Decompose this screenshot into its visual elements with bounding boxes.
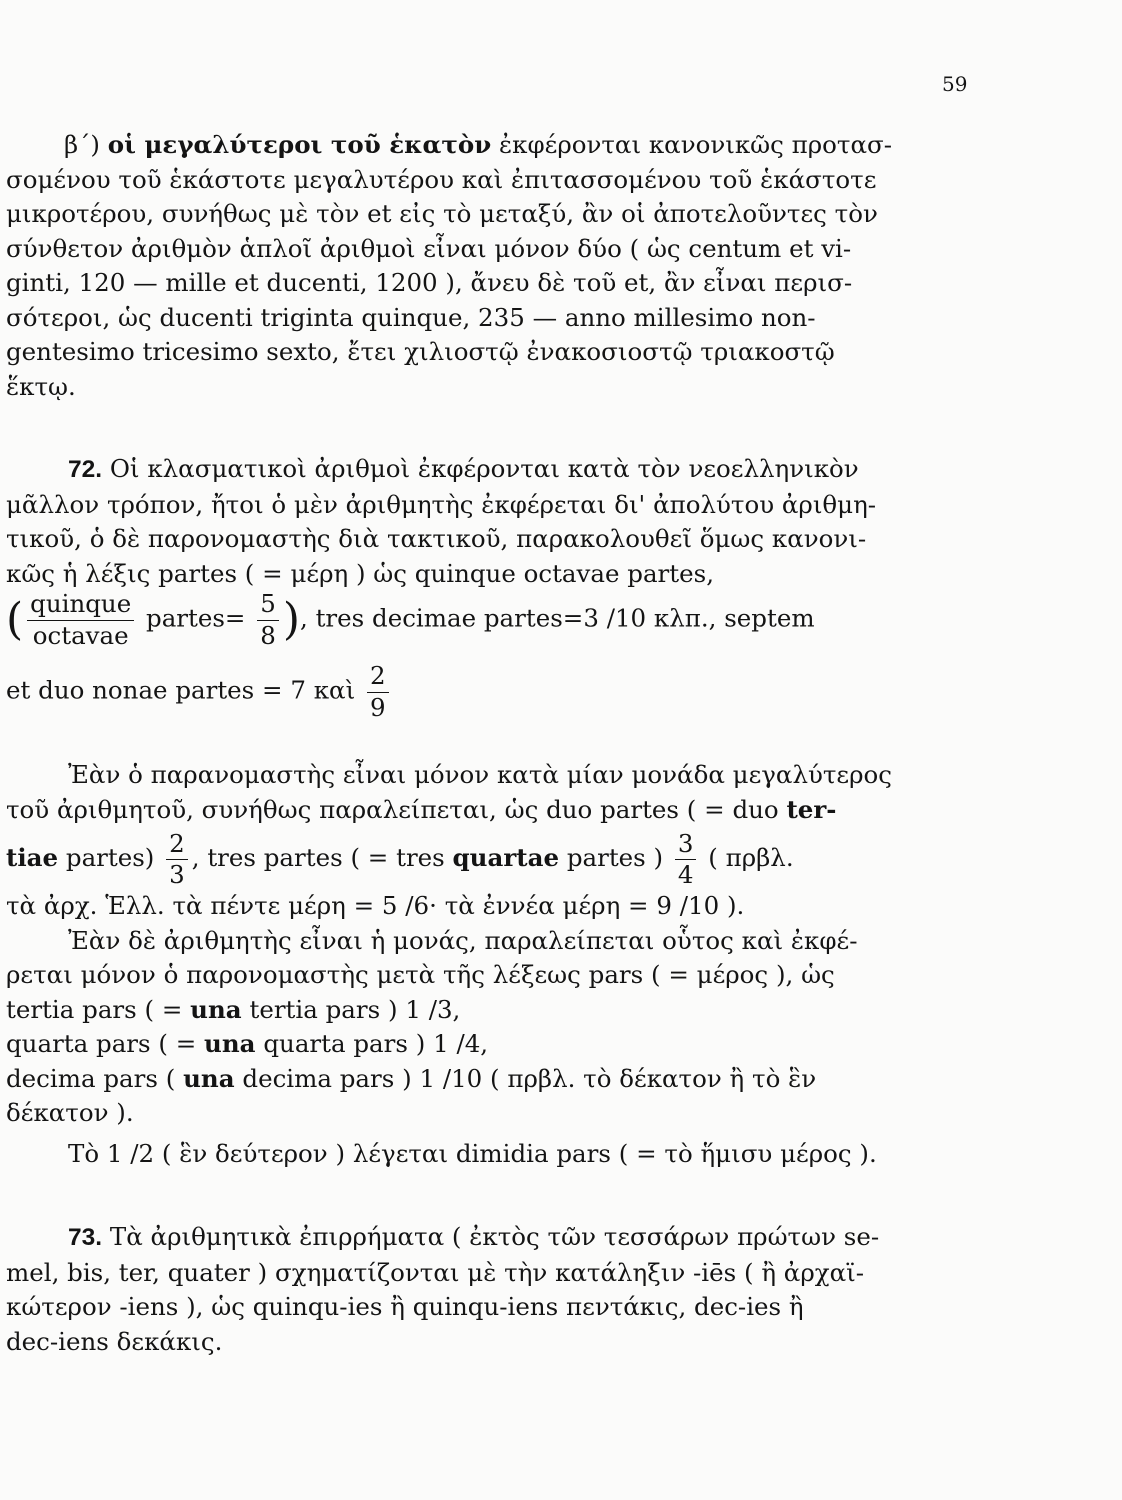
- text-line: mel, bis, ter, quater ) σχηματίζονται μὲ τὴν κατάληξιν -iēs ( ἢ ἀρχαϊ-: [6, 1257, 865, 1287]
- fraction-denominator: 9: [370, 692, 386, 722]
- fraction-example-line: [6, 589, 956, 650]
- text-line: Τὸ 1 /2 ( ἓν δεύτερον ) λέγεται dimidia pars ( = τὸ ἥμισυ μέρος ).: [68, 1138, 877, 1168]
- fraction-5-8: [257, 589, 279, 650]
- fraction-numerator: 5: [257, 592, 279, 621]
- text-line: quarta pars ) 1 /4,: [255, 1029, 489, 1058]
- word-fraction: [27, 589, 134, 650]
- text-line: τικοῦ, ὁ δὲ παρονομαστὴς διὰ τακτικοῦ, παρακολουθεῖ ὅμως κανονι-: [6, 524, 867, 553]
- open-paren: (: [6, 594, 24, 645]
- text-line: κῶς ἡ λέξις partes ( = μέρη ) ὡς quinque octavae partes,: [6, 558, 714, 588]
- text-line: τὰ ἀρχ. Ἑλλ. τὰ πέντε μέρη = 5 /6· τὰ ἐννέα μέρη = 9 /10 ).: [6, 891, 745, 920]
- text-line: Ἐὰν ὁ παρανομαστὴς εἶναι μόνον κατὰ μίαν μονάδα μεγαλύτερος: [68, 760, 893, 789]
- text-line: quarta pars ( =: [6, 1029, 205, 1058]
- paragraph-ean-1: [6, 758, 956, 1171]
- page-number: 59: [942, 72, 968, 96]
- text-line: σότεροι, ὡς ducenti triginta quinque, 235 — anno millesimo non-: [6, 302, 816, 332]
- section-number-73: 73.: [68, 1224, 103, 1251]
- word-fraction-denominator: octavae: [32, 620, 129, 650]
- bold-word: quartae: [452, 843, 560, 872]
- fraction-denominator: 4: [677, 860, 694, 889]
- text-line: partes): [58, 843, 163, 872]
- text-line: , tres partes ( = tres: [191, 843, 453, 872]
- text-line: gentesimo tricesimo sexto, ἔτει χιλιοστῷ ἐνακοσιοστῷ τριακοστῷ: [6, 337, 835, 366]
- text-line: ginti, 120 — mille et ducenti, 1200 ), ἄνευ δὲ τοῦ et, ἂν εἶναι περισ-: [6, 268, 853, 297]
- fraction-numerator: 2: [367, 664, 389, 693]
- text-line: decima pars ) 1 /10 ( πρβλ. τὸ δέκατον ἢ τὸ ἓν: [234, 1063, 817, 1093]
- text-line: μᾶλλον τρόπον, ἤτοι ὁ μὲν ἀριθμητὴς ἐκφέρεται δι' ἀπολύτου ἀριθμη-: [6, 489, 877, 519]
- duo-nonae-line: [6, 661, 956, 722]
- text-line: tertia pars ) 1 /3,: [241, 994, 461, 1024]
- bold-word: una: [190, 994, 242, 1024]
- text-line: partes ): [559, 843, 671, 872]
- section-73-paragraph: [6, 1220, 956, 1359]
- word-fraction-numerator: quinque: [27, 592, 134, 621]
- text-line: decima pars (: [6, 1063, 184, 1093]
- bold-word: tiae: [6, 843, 59, 872]
- bold-word: ter-: [786, 794, 837, 824]
- text-line: μικροτέρου, συνήθως μὲ τὸν et εἰς τὸ μεταξύ, ἂν οἱ ἀποτελοῦντες τὸν: [6, 199, 878, 228]
- section-b-lead: οἱ μεγαλύτεροι τοῦ ἑκατὸν: [107, 130, 492, 159]
- text-line: Οἱ κλασματικοὶ ἀριθμοὶ ἐκφέρονται κατὰ τὸν νεοελληνικὸν: [102, 454, 859, 483]
- text-line: tertia pars ( =: [6, 994, 191, 1024]
- fraction-denominator: 8: [260, 620, 276, 650]
- text-line: σομένου τοῦ ἑκάστοτε μεγαλυτέρου καὶ ἐπιτασσομένου τοῦ ἑκάστοτε: [6, 164, 877, 194]
- fraction-2-3: [166, 828, 188, 889]
- text-line: ρεται μόνον ὁ παρονομαστὴς μετὰ τῆς λέξεως pars ( = μέρος ), ὡς: [6, 960, 835, 989]
- text-line: Ἐὰν δὲ ἀριθμητὴς εἶναι ἡ μονάς, παραλείπεται οὗτος καὶ ἐκφέ-: [68, 925, 858, 955]
- text-line: , tres decimae partes=3 /10 κλπ., septem: [300, 603, 815, 633]
- text-line: et duo nonae partes = 7 καὶ: [6, 675, 363, 705]
- section-72-paragraph: [6, 452, 956, 591]
- section-b-label: β΄): [64, 130, 108, 159]
- section-b-paragraph: [6, 128, 956, 404]
- text-line: τοῦ ἀριθμητοῦ, συνήθως παραλείπεται, ὡς duo partes ( = duo: [6, 794, 787, 824]
- fraction-2-9: [367, 661, 389, 722]
- text-line: κώτερον -iens ), ὡς quinqu-ies ἢ quinqu-iens πεντάκις, dec-ies ἢ: [6, 1292, 804, 1321]
- section-number-72: 72.: [68, 456, 103, 483]
- text-line: dec-iens δεκάκις.: [6, 1326, 223, 1356]
- text-line: ἕκτῳ.: [6, 371, 76, 401]
- fraction-denominator: 3: [169, 860, 185, 889]
- close-paren: ): [282, 594, 301, 645]
- text-line: δέκατον ).: [6, 1098, 134, 1127]
- text-line: σύνθετον ἀριθμὸν ἁπλοῖ ἀριθμοὶ εἶναι μόνον δύο ( ὡς centum et vi-: [6, 233, 852, 263]
- text-line: ( πρβλ.: [700, 843, 794, 872]
- text-line: Τὰ ἀριθμητικὰ ἐπιρρήματα ( ἐκτὸς τῶν τεσσάρων πρώτων se-: [102, 1222, 880, 1251]
- bold-word: una: [183, 1063, 235, 1093]
- fraction-numerator: 2: [166, 832, 188, 861]
- fraction-numerator: 3: [675, 832, 697, 861]
- partes-equals: partes=: [138, 603, 254, 633]
- fraction-3-4: [675, 828, 697, 889]
- text-line: ἐκφέρονται κανονικῶς προτασ-: [491, 130, 893, 159]
- bold-word: una: [204, 1029, 256, 1058]
